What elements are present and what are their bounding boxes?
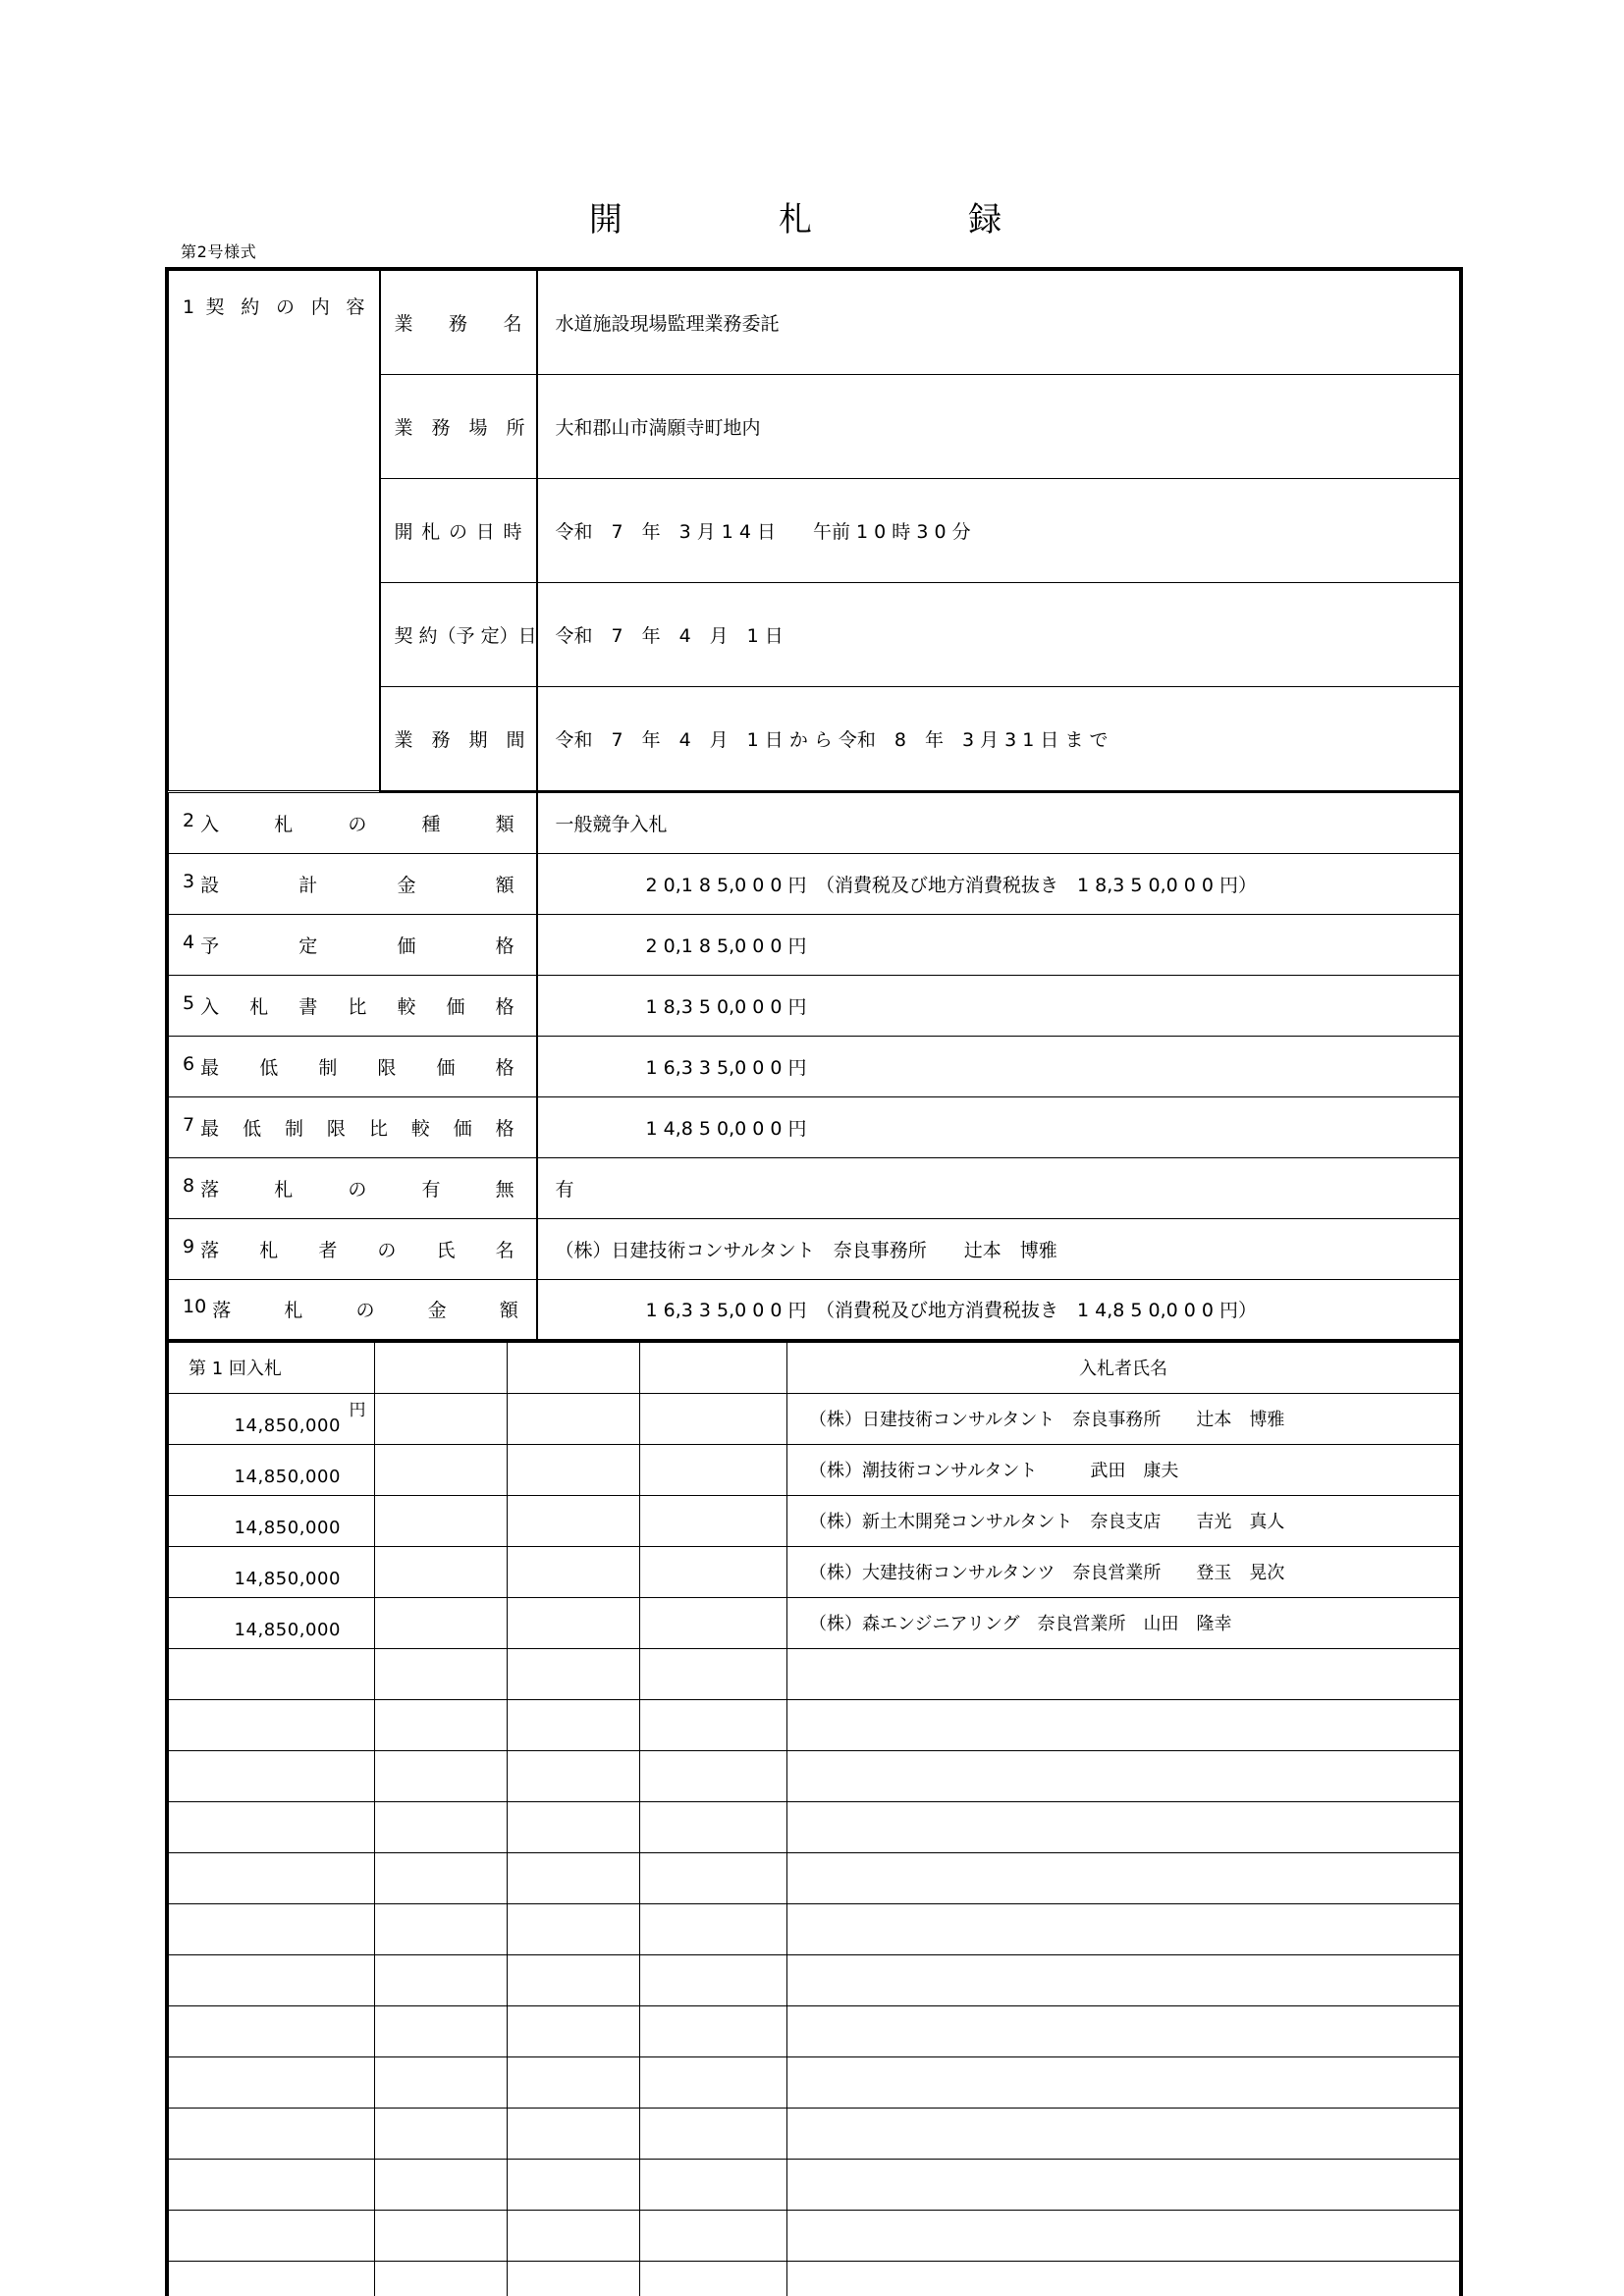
bid-empty-cell <box>169 2056 375 2108</box>
bid-extra-cell <box>375 1546 508 1597</box>
bid-empty-cell <box>640 2005 787 2056</box>
bid-extra-cell <box>640 1495 787 1546</box>
bid-empty-cell <box>508 2261 640 2296</box>
bid-amount-value: 14,850,000 <box>234 1568 341 1589</box>
bid-row <box>169 1546 1460 1597</box>
bid-row-empty <box>169 1750 1460 1801</box>
bid-row-empty <box>169 2210 1460 2261</box>
bid-empty-cell <box>787 2108 1460 2159</box>
bid-empty-cell <box>640 2210 787 2261</box>
bid-empty-cell <box>508 2210 640 2261</box>
bid-empty-cell <box>508 2108 640 2159</box>
bid-row-empty <box>169 1954 1460 2005</box>
bid-extra-cell <box>508 1546 640 1597</box>
bid-col-3-header <box>508 1342 640 1393</box>
item-value-5: 1 8,3 5 0,0 0 0 円 <box>537 975 1460 1036</box>
bid-empty-cell <box>640 1852 787 1903</box>
item-value-6: 1 6,3 3 5,0 0 0 円 <box>537 1036 1460 1096</box>
table-row <box>169 1279 1460 1340</box>
field-label-kaisatsu-nichiji: 開 札 の 日 時 <box>380 479 537 583</box>
bidder-name-cell: （株）新土木開発コンサルタント 奈良支店 吉光 真人 <box>787 1495 1460 1546</box>
field-value-gyomu-basho: 大和郡山市満願寺町地内 <box>537 375 1460 479</box>
item-value-9: （株）日建技術コンサルタント 奈良事務所 辻本 博雅 <box>537 1218 1460 1279</box>
bid-empty-cell <box>169 1801 375 1852</box>
bid-row <box>169 1597 1460 1648</box>
bid-extra-cell <box>508 1393 640 1444</box>
bid-empty-cell <box>375 1852 508 1903</box>
bid-empty-cell <box>640 1648 787 1699</box>
item-value-2: 一般競争入札 <box>537 792 1460 853</box>
bid-row-empty <box>169 2056 1460 2108</box>
bid-empty-cell <box>640 2261 787 2296</box>
bid-empty-cell <box>640 2108 787 2159</box>
bid-empty-cell <box>508 1801 640 1852</box>
bid-extra-cell <box>640 1597 787 1648</box>
bid-amount-cell <box>169 1546 375 1597</box>
table-row <box>169 792 1460 853</box>
bid-empty-cell <box>640 1903 787 1954</box>
item-label-2: 2 入 札 の 種 類 <box>169 792 537 853</box>
bid-empty-cell <box>508 1699 640 1750</box>
bid-empty-cell <box>375 2159 508 2210</box>
contract-section-table <box>168 270 1460 792</box>
bid-amount-value: 14,850,000 <box>234 1619 341 1640</box>
bid-empty-cell <box>787 1852 1460 1903</box>
bid-extra-cell <box>375 1444 508 1495</box>
bid-row-empty <box>169 2159 1460 2210</box>
bid-extra-cell <box>375 1597 508 1648</box>
bid-amount-value: 14,850,000 <box>234 1466 341 1487</box>
bid-amount-cell <box>169 1444 375 1495</box>
bid-empty-cell <box>169 1750 375 1801</box>
field-value-kaisatsu-nichiji: 令和 7 年 3 月 1 4 日 午前 1 0 時 3 0 分 <box>537 479 1460 583</box>
bid-extra-cell <box>375 1393 508 1444</box>
bid-extra-cell <box>508 1597 640 1648</box>
bidder-name-cell: （株）大建技術コンサルタンツ 奈良営業所 登玉 晃次 <box>787 1546 1460 1597</box>
bid-row-empty <box>169 1648 1460 1699</box>
field-label-gyomu-basho: 業 務 場 所 <box>380 375 537 479</box>
bid-empty-cell <box>375 1699 508 1750</box>
bid-empty-cell <box>508 2159 640 2210</box>
table-row <box>169 1218 1460 1279</box>
item-value-4: 2 0,1 8 5,0 0 0 円 <box>537 914 1460 975</box>
field-value-gyomu-mei: 水道施設現場監理業務委託 <box>537 271 1460 375</box>
bid-empty-cell <box>787 1699 1460 1750</box>
item-label-9: 9 落 札 者 の 氏 名 <box>169 1218 537 1279</box>
bid-row <box>169 1444 1460 1495</box>
round-label: 第 1 回入札 <box>169 1342 375 1393</box>
table-row <box>169 975 1460 1036</box>
form-number: 第2号様式 <box>181 242 257 261</box>
item-label-8: 8 落 札 の 有 無 <box>169 1157 537 1218</box>
bid-row-empty <box>169 2108 1460 2159</box>
bid-empty-cell <box>787 2005 1460 2056</box>
bid-empty-cell <box>375 2210 508 2261</box>
bid-empty-cell <box>375 1903 508 1954</box>
bid-empty-cell <box>787 1648 1460 1699</box>
items-section-table <box>168 792 1460 1342</box>
contract-section-label-text: 1 契 約 の 内 容 <box>183 296 365 318</box>
bid-empty-cell <box>169 1903 375 1954</box>
item-value-7: 1 4,8 5 0,0 0 0 円 <box>537 1096 1460 1157</box>
item-value-8: 有 <box>537 1157 1460 1218</box>
bid-empty-cell <box>508 1903 640 1954</box>
bid-extra-cell <box>375 1495 508 1546</box>
item-value-3: 2 0,1 8 5,0 0 0 円 （消費税及び地方消費税抜き 1 8,3 5 0,0 0 0 円） <box>537 853 1460 914</box>
bid-empty-cell <box>640 1699 787 1750</box>
bid-table-header-row <box>169 1342 1460 1393</box>
bid-extra-cell <box>508 1495 640 1546</box>
table-row <box>169 914 1460 975</box>
contract-section-label <box>169 271 380 791</box>
bid-row-empty <box>169 1699 1460 1750</box>
bid-empty-cell <box>375 1954 508 2005</box>
bid-empty-cell <box>169 1852 375 1903</box>
bid-empty-cell <box>787 1801 1460 1852</box>
bid-row <box>169 1393 1460 1444</box>
bidder-name-cell: （株）潮技術コンサルタント 武田 康夫 <box>787 1444 1460 1495</box>
table-row <box>169 1036 1460 1096</box>
bid-empty-cell <box>169 2005 375 2056</box>
bid-empty-cell <box>375 2108 508 2159</box>
bid-empty-cell <box>169 2159 375 2210</box>
bid-empty-cell <box>640 1801 787 1852</box>
bid-empty-cell <box>375 1750 508 1801</box>
bid-amount-cell <box>169 1495 375 1546</box>
page-title: 開 札 録 <box>588 200 1016 240</box>
field-label-gyomu-kikan: 業 務 期 間 <box>380 687 537 791</box>
bid-row-empty <box>169 2261 1460 2296</box>
bid-extra-cell <box>640 1444 787 1495</box>
bid-empty-cell <box>508 1648 640 1699</box>
bid-empty-cell <box>787 1903 1460 1954</box>
item-label-5: 5 入 札 書 比 較 価 格 <box>169 975 537 1036</box>
bid-empty-cell <box>508 2005 640 2056</box>
bid-extra-cell <box>640 1393 787 1444</box>
field-value-gyomu-kikan: 令和 7 年 4 月 1 日 か ら 令和 8 年 3 月 3 1 日 ま で <box>537 687 1460 791</box>
bid-row-empty <box>169 1801 1460 1852</box>
bid-col-4-header <box>640 1342 787 1393</box>
bid-empty-cell <box>375 2056 508 2108</box>
bid-empty-cell <box>640 1750 787 1801</box>
bid-empty-cell <box>169 2210 375 2261</box>
bid-results-table <box>168 1341 1460 2296</box>
bid-amount-value: 14,850,000 <box>234 1415 341 1436</box>
bid-row-empty <box>169 1903 1460 1954</box>
item-label-4: 4 予 定 価 格 <box>169 914 537 975</box>
bid-empty-cell <box>640 1954 787 2005</box>
bid-empty-cell <box>508 1954 640 2005</box>
bid-empty-cell <box>508 1852 640 1903</box>
bid-empty-cell <box>169 1648 375 1699</box>
bid-amount-cell <box>169 1597 375 1648</box>
field-label-keiyaku-yotei-bi: 契 約（予 定）日 <box>380 583 537 687</box>
bid-empty-cell <box>169 1954 375 2005</box>
bid-empty-cell <box>169 2261 375 2296</box>
bid-empty-cell <box>787 2056 1460 2108</box>
bid-empty-cell <box>375 1801 508 1852</box>
table-row <box>169 271 1460 375</box>
table-row <box>169 1157 1460 1218</box>
bid-row <box>169 1495 1460 1546</box>
bid-empty-cell <box>640 2159 787 2210</box>
field-label-gyomu-mei: 業 務 名 <box>380 271 537 375</box>
bid-empty-cell <box>787 2261 1460 2296</box>
bid-empty-cell <box>169 1699 375 1750</box>
bid-empty-cell <box>169 2108 375 2159</box>
bidder-name-cell: （株）日建技術コンサルタント 奈良事務所 辻本 博雅 <box>787 1393 1460 1444</box>
yen-symbol: 円 <box>349 1400 366 1420</box>
item-label-3: 3 設 計 金 額 <box>169 853 537 914</box>
bid-empty-cell <box>787 2210 1460 2261</box>
bid-empty-cell <box>375 1648 508 1699</box>
bid-col-2-header <box>375 1342 508 1393</box>
bid-empty-cell <box>508 2056 640 2108</box>
bid-extra-cell <box>508 1444 640 1495</box>
bid-empty-cell <box>787 2159 1460 2210</box>
bidder-name-cell: （株）森エンジニアリング 奈良営業所 山田 隆幸 <box>787 1597 1460 1648</box>
bid-empty-cell <box>787 1954 1460 2005</box>
record-table-frame <box>165 267 1463 2296</box>
bid-amount-cell <box>169 1393 375 1444</box>
bid-empty-cell <box>375 2005 508 2056</box>
table-row <box>169 1096 1460 1157</box>
bid-empty-cell <box>787 1750 1460 1801</box>
bid-row-empty <box>169 2005 1460 2056</box>
bidder-name-column-header: 入札者氏名 <box>787 1342 1460 1393</box>
bid-empty-cell <box>508 1750 640 1801</box>
bid-extra-cell <box>640 1546 787 1597</box>
table-row <box>169 853 1460 914</box>
item-value-10: 1 6,3 3 5,0 0 0 円 （消費税及び地方消費税抜き 1 4,8 5 0,0 0 0 円） <box>537 1279 1460 1340</box>
item-label-6: 6 最 低 制 限 価 格 <box>169 1036 537 1096</box>
bid-amount-value: 14,850,000 <box>234 1517 341 1538</box>
field-value-keiyaku-yotei-bi: 令和 7 年 4 月 1 日 <box>537 583 1460 687</box>
bid-empty-cell <box>375 2261 508 2296</box>
bid-row-empty <box>169 1852 1460 1903</box>
item-label-10: 10 落 札 の 金 額 <box>169 1279 537 1340</box>
bid-empty-cell <box>640 2056 787 2108</box>
item-label-7: 7 最 低 制 限 比 較 価 格 <box>169 1096 537 1157</box>
